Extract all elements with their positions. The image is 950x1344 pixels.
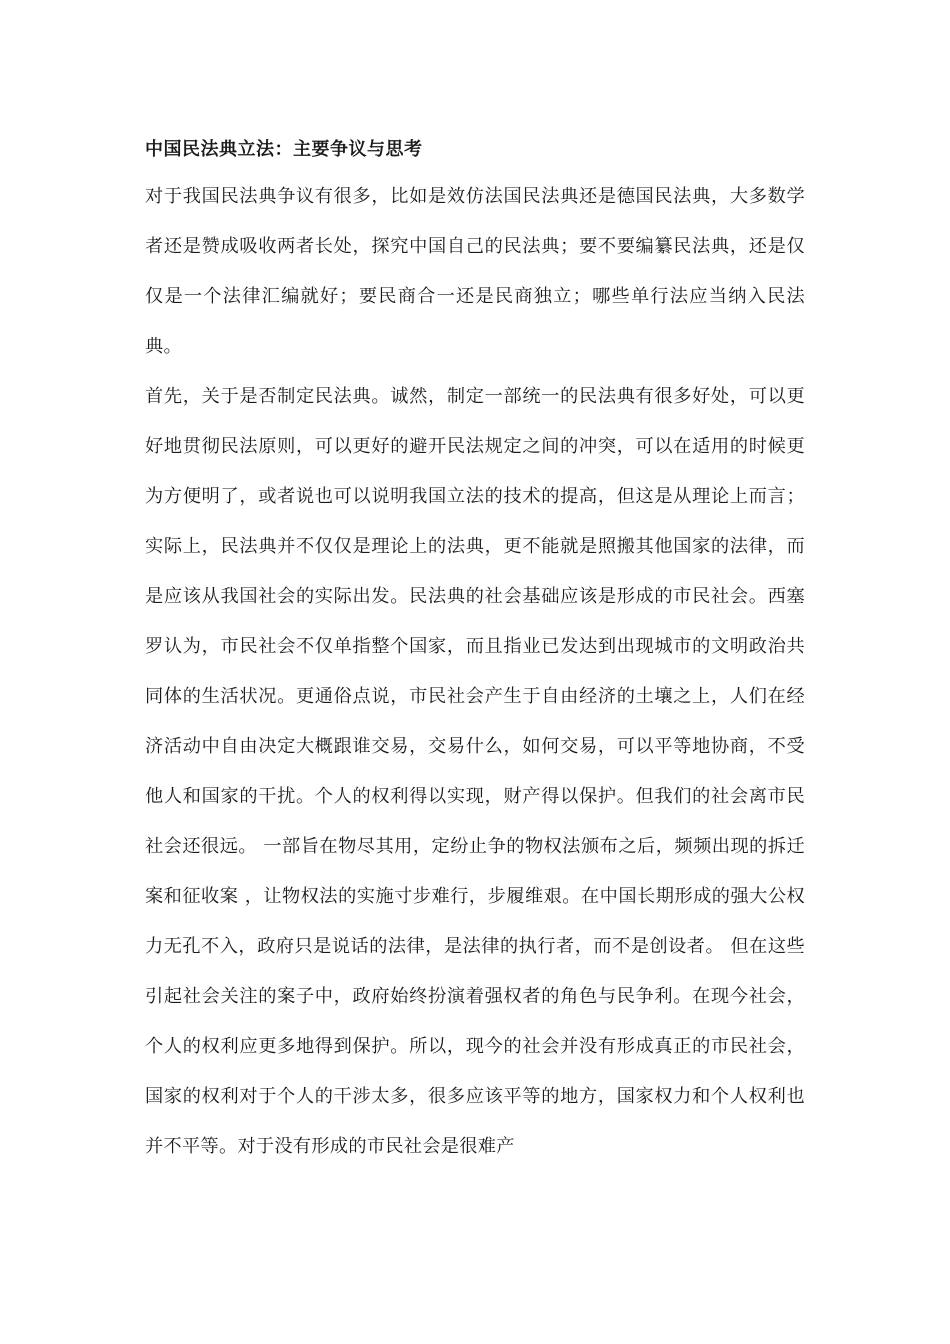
document-page	[145, 132, 805, 1172]
paragraph-intro: 对于我国民法典争议有很多，比如是效仿法国民法典还是德国民法典，大多数学者还是赞成吸收两者长处，探究中国自己的民法典；要不要编纂民法典，还是仅仅是一个法律汇编就好；要民商合一还是民商独立；哪些单行法应当纳入民法典。	[145, 186, 805, 357]
paragraph-first-point: 首先，关于是否制定民法典。诚然，制定一部统一的民法典有很多好处，可以更好地贯彻民法原则，可以更好的避开民法规定之间的冲突，可以在适用的时候更为方便明了，或者说也可以说明我国立法的技术的提高，但这是从理论上而言；实际上，民法典并不仅仅是理论上的法典，更不能就是照搬其他国家的法律，而是应该从我国社会的实际出发。民法典的社会基础应该是形成的市民社会。西塞罗认为，市民社会不仅单指整个国家，而且指业已发达到出现城市的文明政治共同体的生活状况。更通俗点说，市民社会产生于自由经济的土壤之上，人们在经济活动中自由决定大概跟谁交易，交易什么，如何交易，可以平等地协商，不受他人和国家的干扰。个人的权利得以实现，财产得以保护。但我们的社会离市民社会还很远。 一部旨在物尽其用，定纷止争的物权法颁布之后，频频出现的拆迁案和征收案 ，让物权法的实施寸步难行，步履维艰。在中国长期形成的强大公权力无孔不入，政府只是说话的法律，是法律的执行者，而不是创设者。 但在这些引起社会关注的案子中，政府始终扮演着强权者的角色与民争利。在现今社会，个人的权利应更多地得到保护。所以，现今的社会并没有形成真正的市民社会，国家的权利对于个人的干涉太多，很多应该平等的地方，国家权力和个人权利也并不平等。对于没有形成的市民社会是很难产	[145, 386, 805, 1157]
document-title: 中国民法典立法：主要争议与思考	[145, 139, 423, 160]
